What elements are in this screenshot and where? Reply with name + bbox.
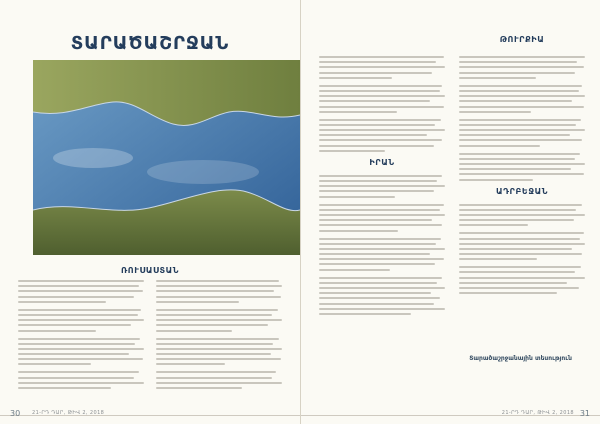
text-column bbox=[156, 280, 282, 392]
section-title-azerbaijan: ԱԴՐԲԵՋԱՆ bbox=[495, 186, 549, 196]
page-number: 30 bbox=[10, 409, 21, 418]
satellite-image bbox=[33, 60, 300, 255]
section-title-turkey: ԹՈՒՐՔԻԱ bbox=[499, 35, 545, 44]
text-column bbox=[319, 56, 445, 318]
page-title: ՏԱՐԱԾԱՇՐՋԱՆ bbox=[70, 33, 230, 54]
running-head: 21-ՐԴ ԴԱՐ, ԹԻՎ 2, 2018 bbox=[501, 410, 574, 416]
page-number: 31 bbox=[579, 409, 590, 418]
text-column bbox=[18, 280, 144, 392]
satellite-image-icon bbox=[33, 60, 300, 255]
right-page bbox=[301, 0, 600, 424]
section-title-iran: ԻՐԱՆ bbox=[369, 157, 395, 167]
left-folio bbox=[0, 402, 300, 424]
article-signature: Տարածաշրջանային տեսություն bbox=[469, 355, 572, 362]
running-head: 21-ՐԴ ԴԱՐ, ԹԻՎ 2, 2018 bbox=[32, 410, 105, 416]
right-folio bbox=[301, 402, 600, 424]
text-column bbox=[459, 56, 585, 297]
section-title-russia: ՌՈՒՍԱՍՏԱՆ bbox=[120, 266, 180, 275]
